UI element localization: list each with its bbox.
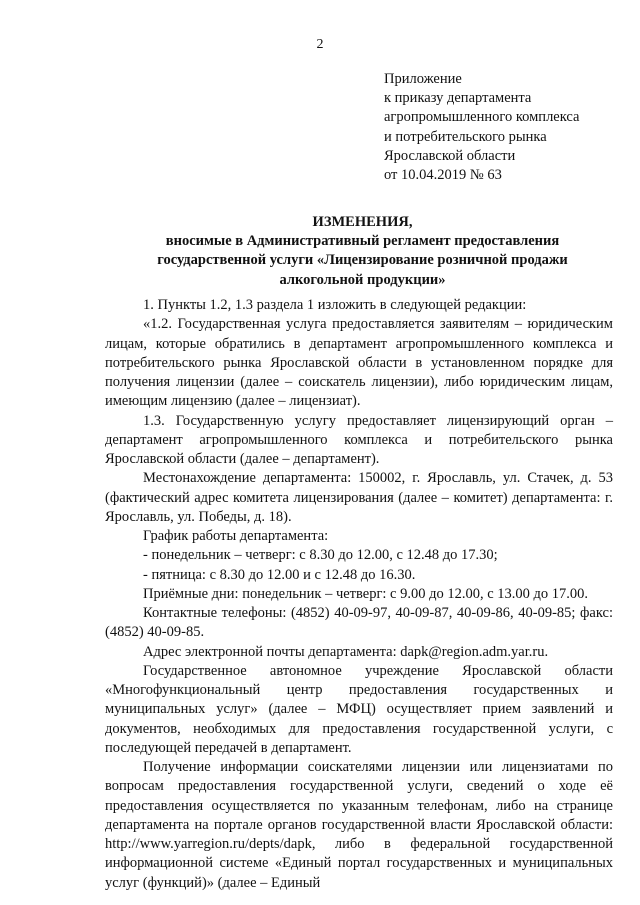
title-line: государственной услуги «Лицензирование розничной продажи [157,252,568,269]
paragraph: 1.3. Государственную услугу предоставляет лицензирующий орган – департамент агропромышленного комплекса и потребительского рынка Ярославской области (далее – департамент). [105,412,613,467]
paragraph: Приёмные дни: понедельник – четверг: с 9.00 до 12.00, с 13.00 до 17.00. [143,585,589,602]
title-line: вносимые в Административный регламент предоставления [165,233,560,250]
appendix-block [384,70,579,185]
paragraph: - понедельник – четверг: с 8.30 до 12.00, с 12.48 до 17.30; [143,547,498,564]
appendix-line: агропромышленного комплекса [384,109,580,126]
paragraph: График работы департамента: [143,528,329,544]
paragraph: Адрес электронной почты департамента: dapk@region.adm.yar.ru. [143,643,549,660]
page-number: 2 [316,37,324,52]
paragraph: 1. Пункты 1.2, 1.3 раздела 1 изложить в следующей редакции: [143,297,527,313]
appendix-line: к приказу департамента [384,90,532,107]
paragraph: Местонахождение департамента: 150002, г. Ярославль, ул. Стачек, д. 53 (фактический адрес комитета лицензирования (далее – комитет) департамента: г. Ярославль, ул. Победы, д. 18). [105,470,613,525]
paragraph: «1.2. Государственная услуга предоставляется заявителям – юридическим лицам, которые обратились в департамент агропромышленного комплекса и потребительского рынка Ярославской области в установленном порядке для получения лицензии (далее – соискатель лицензии), либо юридическим лицам, имеющим лицензию (далее – лицензиат). [105,316,613,410]
title-line: алкогольной продукции» [279,271,446,288]
appendix-line: и потребительского рынка [384,128,547,145]
appendix-line: от 10.04.2019 № 63 [384,167,502,184]
document-body [105,296,613,893]
title-heading: ИЗМЕНЕНИЯ, [312,214,413,230]
paragraph: Государственное автономное учреждение Ярославской области «Многофункциональный центр предоставления государственных и муниципальных услуг» (далее – МФЦ) осуществляет прием заявлений и документов, необходимых для предоставления государственной услуги, с последующей передачей в департамент. [105,662,613,756]
paragraph: Контактные телефоны: (4852) 40-09-97, 40-09-87, 40-09-86, 40-09-85; факс: (4852) 40-09-85. [105,605,613,641]
paragraph: Получение информации соискателями лицензии или лицензиатами по вопросам предоставления государственной услуги, сведений о ходе её предоставления осуществляется по указанным телефонам, либо на странице департамента на портале органов государственной власти Ярославской области: http://www.yarregion.ru/depts/dapk, либо в федеральной государственной информационной системе «Единый портал государственных и муниципальных услуг (функций)» (далее – Единый [105,759,613,891]
appendix-line: Приложение [384,71,462,87]
paragraph: - пятница: с 8.30 до 12.00 и с 12.48 до 16.30. [143,566,416,583]
document-title [105,213,620,290]
appendix-line: Ярославской области [384,147,516,164]
